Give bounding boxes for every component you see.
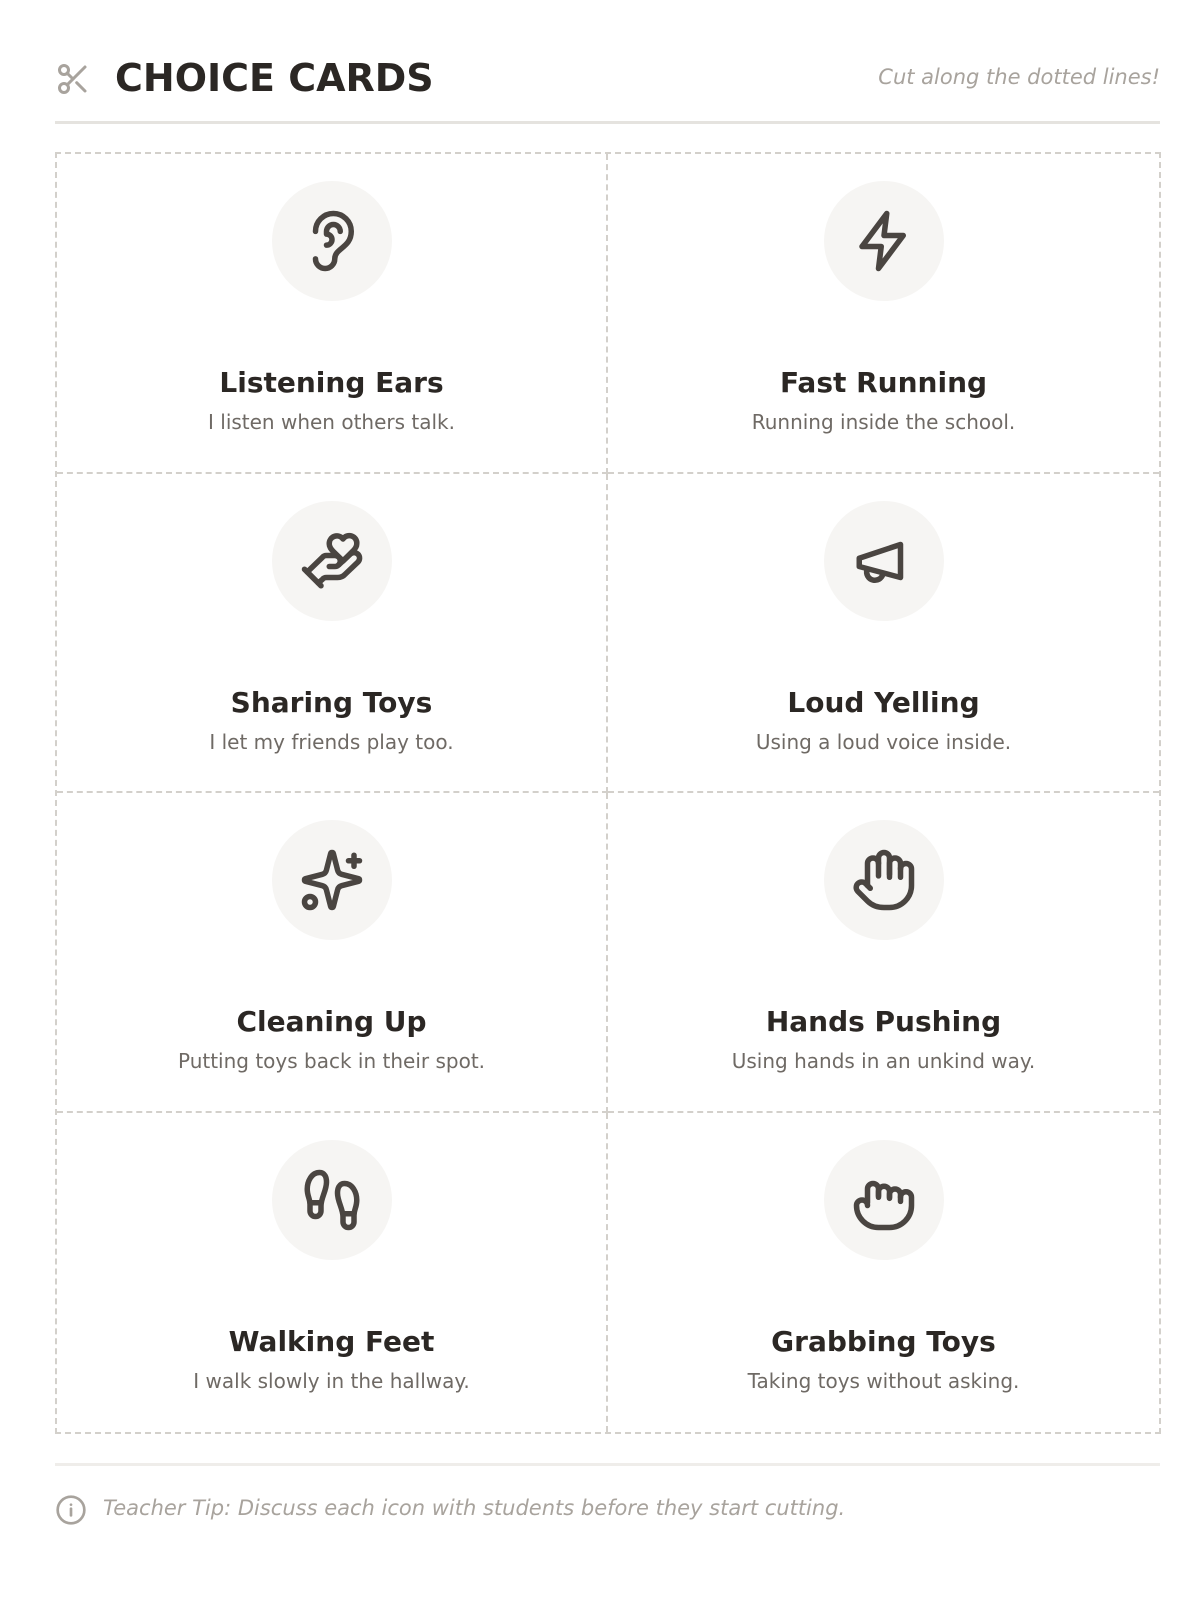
card-description: Running inside the school. bbox=[751, 410, 1016, 434]
scissors-icon bbox=[55, 61, 91, 97]
card-grid bbox=[55, 152, 1161, 1434]
open-hand-icon bbox=[851, 847, 917, 913]
card-description: Taking toys without asking. bbox=[747, 1368, 1020, 1393]
card-hands-pushing bbox=[608, 793, 1159, 1113]
card-icon-badge bbox=[824, 181, 944, 301]
card-icon-badge bbox=[824, 501, 944, 621]
lightning-icon bbox=[851, 208, 917, 274]
card-grabbing-toys bbox=[608, 1113, 1159, 1433]
card-fast-running bbox=[608, 154, 1159, 474]
card-description: Putting toys back in their spot. bbox=[177, 1049, 486, 1073]
footer bbox=[55, 1463, 1160, 1543]
cut-instruction: Cut along the dotted lines! bbox=[878, 65, 1160, 89]
card-description: I listen when others talk. bbox=[208, 410, 455, 434]
grabbing-hand-icon bbox=[851, 1167, 917, 1233]
card-title: Cleaning Up bbox=[236, 1005, 427, 1038]
card-listening-ears bbox=[57, 154, 608, 474]
card-title: Grabbing Toys bbox=[771, 1324, 996, 1358]
footprints-icon bbox=[299, 1167, 365, 1233]
card-title: Walking Feet bbox=[228, 1324, 435, 1358]
card-loud-yelling bbox=[608, 474, 1159, 794]
card-description: Using a loud voice inside. bbox=[755, 729, 1012, 754]
card-icon-badge bbox=[272, 181, 392, 301]
card-icon-badge bbox=[272, 501, 392, 621]
card-title: Sharing Toys bbox=[230, 685, 433, 719]
card-description: Using hands in an unkind way. bbox=[731, 1049, 1036, 1073]
sparkles-icon bbox=[299, 847, 365, 913]
card-icon-badge bbox=[824, 820, 944, 940]
card-title: Hands Pushing bbox=[765, 1005, 1002, 1038]
header bbox=[55, 50, 1160, 124]
card-description: I let my friends play too. bbox=[209, 729, 454, 754]
card-sharing-toys bbox=[57, 474, 608, 794]
ear-icon bbox=[299, 208, 365, 274]
card-description: I walk slowly in the hallway. bbox=[193, 1368, 470, 1393]
card-icon-badge bbox=[272, 1140, 392, 1260]
card-cleaning-up bbox=[57, 793, 608, 1113]
card-title: Fast Running bbox=[779, 366, 988, 399]
card-icon-badge bbox=[824, 1140, 944, 1260]
info-icon bbox=[55, 1494, 87, 1526]
teacher-tip: Teacher Tip: Discuss each icon with students before they start cutting. bbox=[103, 1496, 846, 1520]
card-icon-badge bbox=[272, 820, 392, 940]
page-title: CHOICE CARDS bbox=[115, 56, 434, 100]
card-walking-feet bbox=[57, 1113, 608, 1433]
card-title: Loud Yelling bbox=[787, 685, 980, 719]
card-title: Listening Ears bbox=[219, 366, 444, 399]
hand-heart-icon bbox=[299, 528, 365, 594]
megaphone-icon bbox=[851, 528, 917, 594]
